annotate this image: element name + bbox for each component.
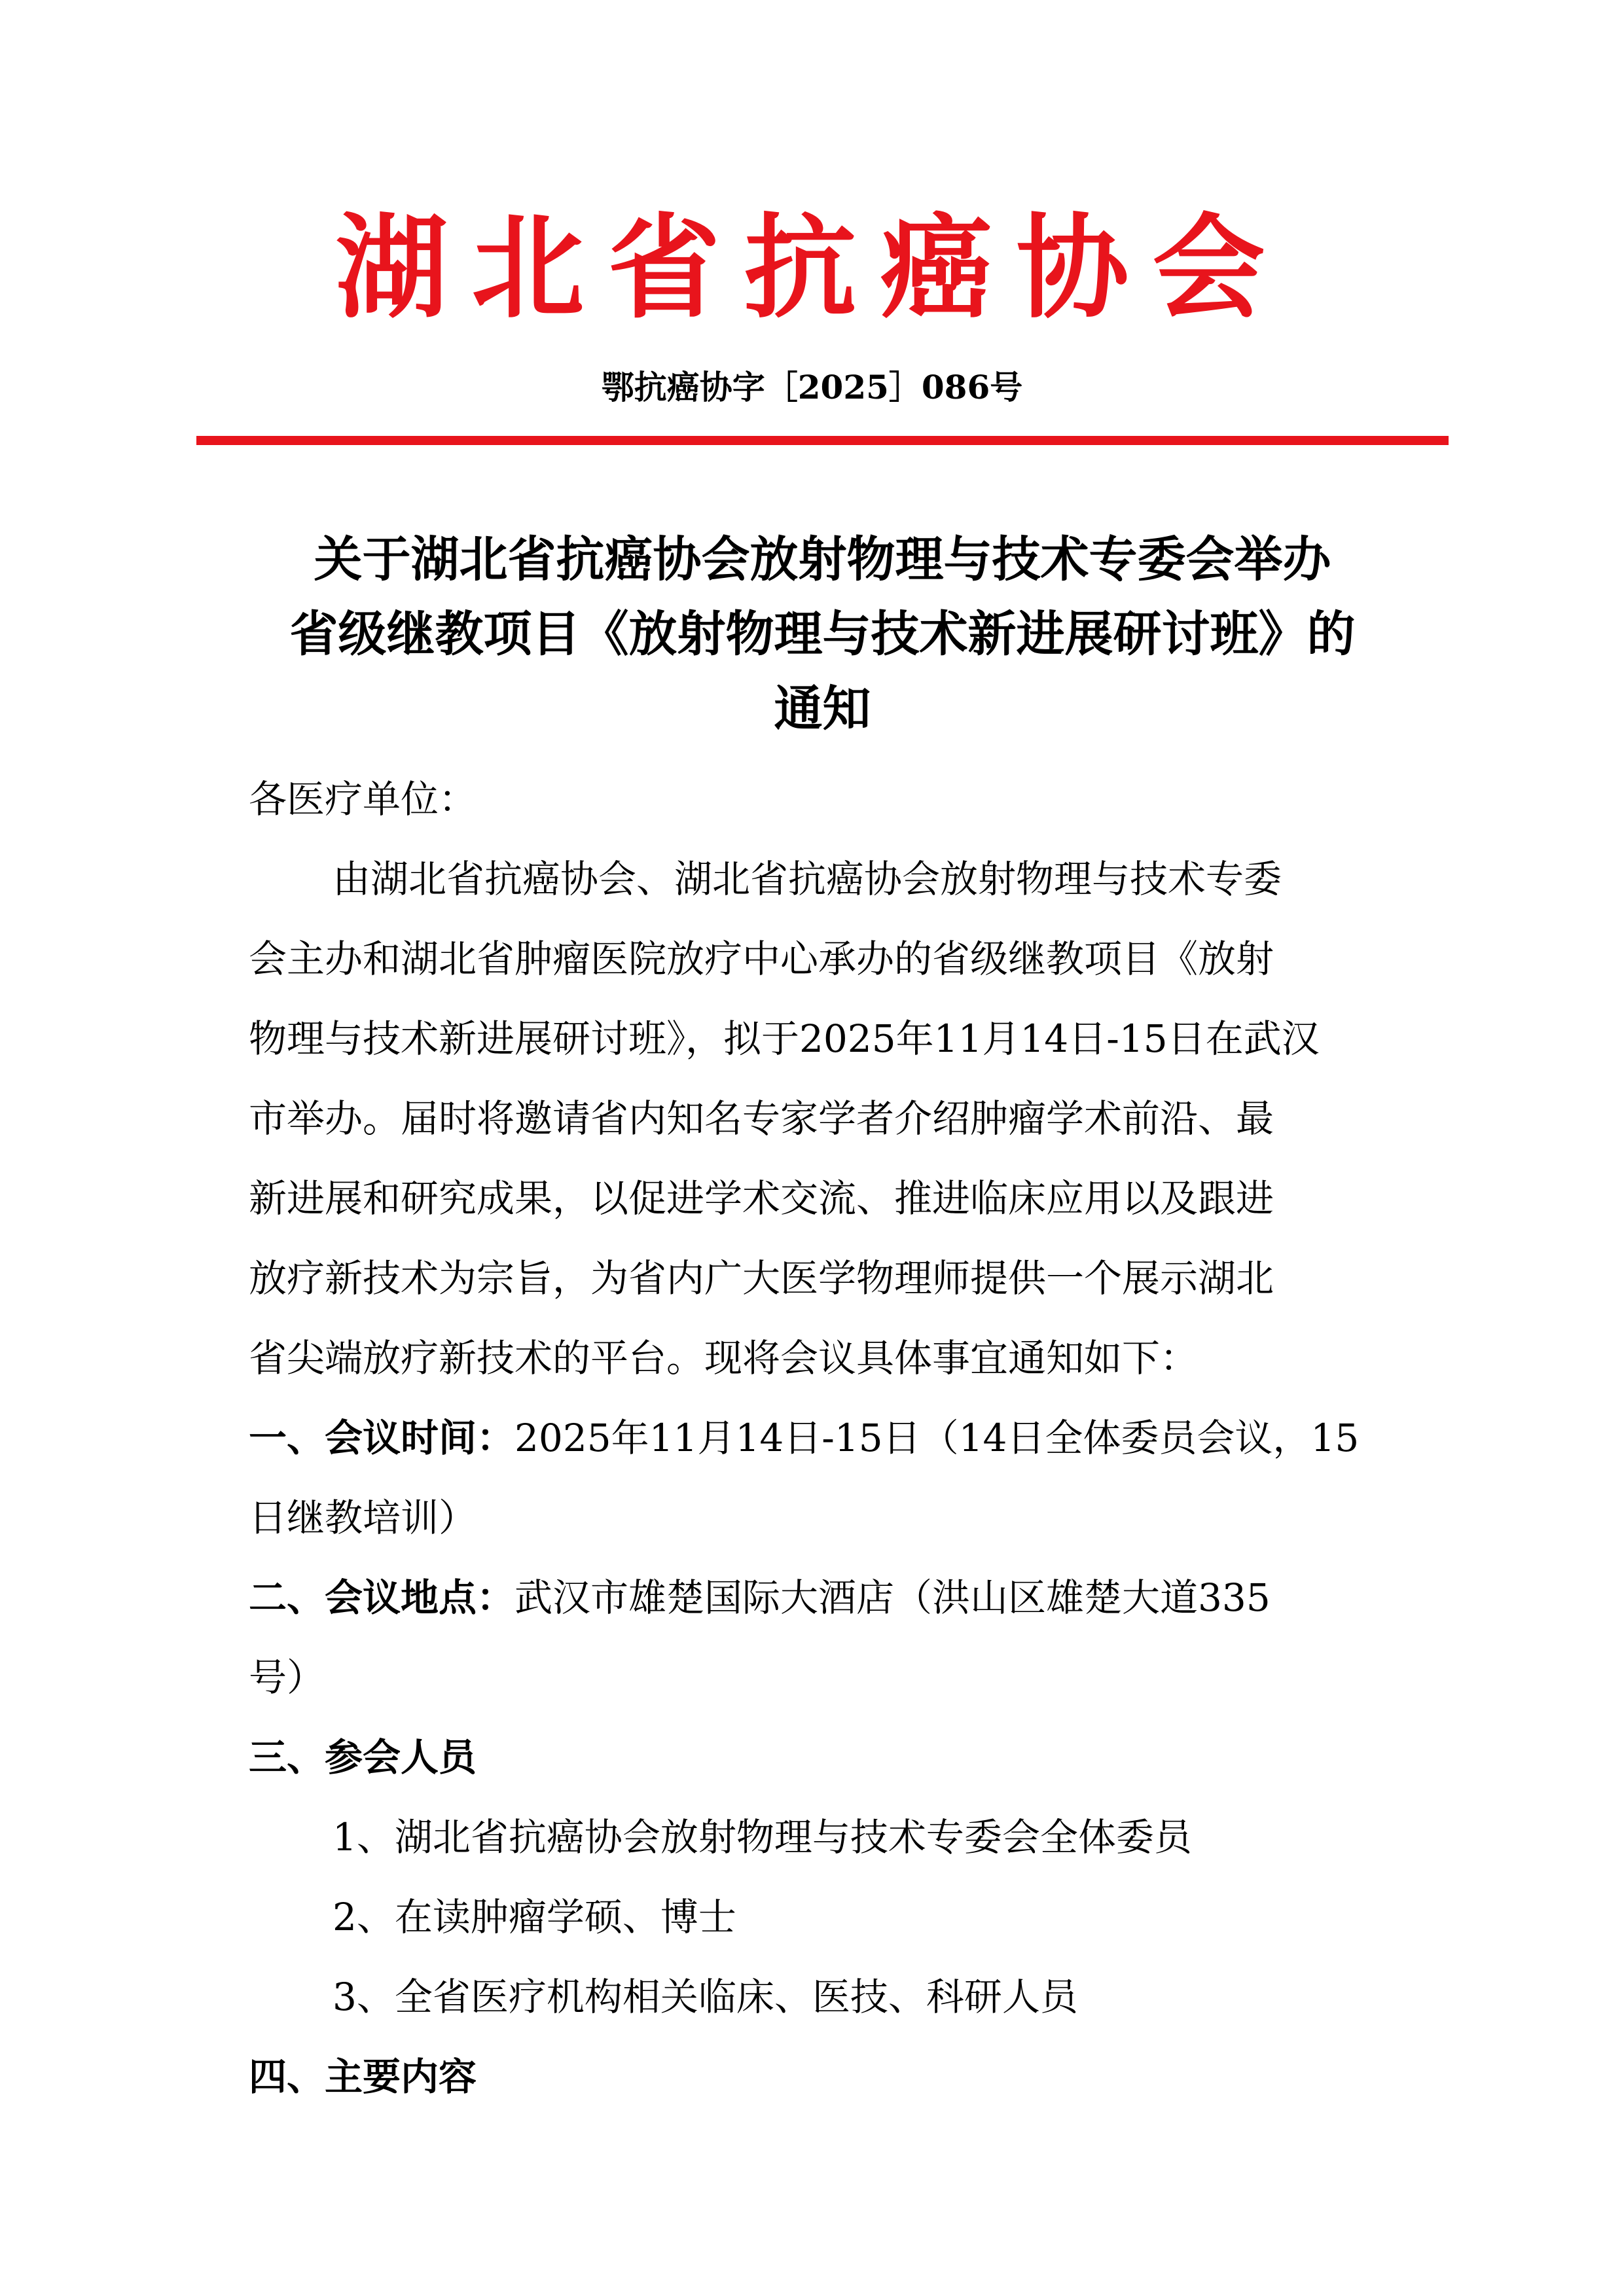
meeting-time-text-cont: 日继教培训） [249,1496,477,1540]
meeting-location-text: 武汉市雄楚国际大酒店（洪山区雄楚大道335 [514,1575,1271,1620]
intro-paragraph-line: 省尖端放疗新技术的平台。现将会议具体事宜通知如下： [249,1336,1199,1380]
section-meeting-location [249,1558,1401,1638]
notice-body [249,759,1401,2117]
list-item: 2、在读肿瘤学硕、博士 [333,1895,736,1939]
notice-title [196,522,1449,746]
section-heading: 一、会议时间： [249,1416,515,1460]
notice-title-line: 通知 [774,681,871,737]
notice-title-line: 关于湖北省抗癌协会放射物理与技术专委会举办 [314,531,1331,588]
section-heading: 三、参会人员 [249,1735,477,1780]
list-item: 1、湖北省抗癌协会放射物理与技术专委会全体委员 [333,1815,1192,1859]
intro-paragraph-line: 市举办。届时将邀请省内知名专家学者介绍肿瘤学术前沿、最 [249,1096,1274,1141]
section-heading: 四、主要内容 [249,2054,477,2099]
intro-paragraph-line: 会主办和湖北省肿瘤医院放疗中心承办的省级继教项目《放射 [249,937,1274,981]
document-number: 鄂抗癌协字［2025］086号 [601,368,1023,406]
salutation: 各医疗单位： [249,777,477,821]
section-meeting-time [249,1398,1401,1478]
intro-paragraph-line: 放疗新技术为宗旨，为省内广大医学物理师提供一个展示湖北 [249,1256,1274,1300]
intro-paragraph-line: 物理与技术新进展研讨班》，拟于2025年11月14日-15日在武汉 [249,1016,1320,1061]
notice-title-line: 省级继教项目《放射物理与技术新进展研讨班》的 [289,606,1356,662]
intro-paragraph-line: 新进展和研究成果，以促进学术交流、推进临床应用以及跟进 [249,1176,1274,1221]
list-item: 3、全省医疗机构相关临床、医技、科研人员 [333,1975,1078,2019]
red-divider-line [196,436,1449,445]
org-name-header: 湖北省抗癌协会 [335,202,1289,334]
section-heading: 二、会议地点： [249,1575,515,1620]
intro-paragraph-line: 由湖北省抗癌协会、湖北省抗癌协会放射物理与技术专委 [333,857,1282,901]
meeting-location-text-cont: 号） [249,1655,325,1700]
meeting-time-text: 2025年11月14日-15日（14日全体委员会议，15 [514,1416,1360,1460]
